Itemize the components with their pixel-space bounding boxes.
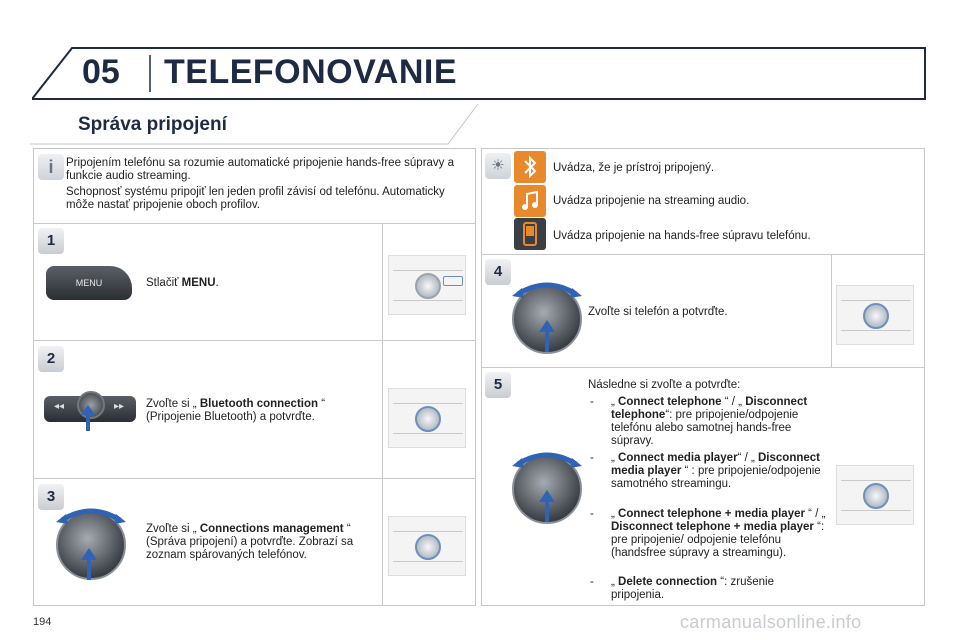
step-2-badge: 2: [38, 346, 64, 372]
rotate-arrow-icon: [56, 504, 126, 524]
bluetooth-icon: [514, 151, 546, 183]
list-dash: -: [590, 508, 594, 520]
rotate-arrow-icon: [512, 448, 582, 468]
legend-text-2: Uvádza pripojenie na streaming audio.: [553, 195, 750, 207]
divider: [33, 478, 476, 479]
step-1-text: Stlačiť MENU.: [146, 277, 219, 289]
press-arrow-icon: [538, 320, 556, 352]
info-icon: i: [38, 154, 64, 180]
press-arrow-icon: [80, 405, 96, 431]
divider: [33, 223, 476, 224]
list-dash: -: [590, 396, 594, 408]
legend-text-1: Uvádza, že je prístroj pripojený.: [553, 162, 715, 174]
step-1-badge: 1: [38, 228, 64, 254]
radio-panel-illustration: [388, 255, 466, 315]
divider: [382, 223, 383, 606]
chapter-title: TELEFONOVANIE: [164, 53, 457, 91]
step-3-text: Zvoľte si „ Connections management “ (Správa pripojení) a potvrďte. Zobrazí sa zoznam spárovaných telefónov.: [146, 523, 354, 561]
press-arrow-icon: [538, 490, 556, 522]
info-paragraph-2: Schopnosť systému pripojiť len jeden profil závisí od telefónu. Automaticky môže nastať pripojenie oboch profilov.: [66, 186, 445, 211]
seek-buttons-illustration: ◂◂ ▸▸: [44, 396, 136, 422]
step-4-text: Zvoľte si telefón a potvrďte.: [588, 306, 728, 318]
list-item: „ Connect media player“ / „ Disconnect media player “ : pre pripojenie/odpojenie samotného streamingu.: [611, 452, 821, 490]
page-number: 194: [33, 616, 52, 628]
sun-icon: ☀: [485, 153, 511, 179]
rotate-arrow-icon: [512, 278, 582, 298]
list-dash: -: [590, 576, 594, 588]
list-item: „ Connect telephone “ / „ Disconnect telephone“: pre pripojenie/odpojenie telefónu alebo samotnej hands-free súpravy.: [611, 396, 808, 447]
divider: [33, 340, 476, 341]
menu-button: MENU: [46, 266, 132, 300]
legend-text-3: Uvádza pripojenie na hands-free súpravu telefónu.: [553, 230, 811, 242]
step-5-badge: 5: [485, 372, 511, 398]
section-title: Správa pripojení: [78, 114, 227, 135]
radio-panel-illustration: [388, 516, 466, 576]
list-item: „ Delete connection “: zrušenie pripojenia.: [611, 576, 774, 601]
step-2-text: Zvoľte si „ Bluetooth connection “ (Pripojenie Bluetooth) a potvrďte.: [146, 398, 326, 423]
radio-panel-illustration: [388, 388, 466, 448]
chapter-header: [32, 47, 927, 100]
step-4-badge: 4: [485, 259, 511, 285]
divider: [481, 254, 925, 255]
list-dash: -: [590, 452, 594, 464]
phone-icon: [514, 218, 546, 250]
music-note-icon: [514, 185, 546, 217]
divider: [831, 254, 832, 367]
radio-panel-illustration: [836, 285, 914, 345]
chapter-number: 05: [82, 53, 120, 91]
press-arrow-icon: [80, 548, 98, 580]
watermark: carmanualsonline.info: [680, 612, 862, 632]
step-3-badge: 3: [38, 484, 64, 510]
list-item: „ Connect telephone + media player “ / „ Disconnect telephone + media player “: pre pripojenie/ odpojenie telefónu (handsfree súpravy a streamingu).: [611, 508, 826, 559]
step-5-intro: Následne si zvoľte a potvrďte:: [588, 379, 741, 391]
divider: [481, 367, 925, 368]
radio-panel-illustration: [836, 465, 914, 525]
info-paragraph-1: Pripojením telefónu sa rozumie automatické pripojenie hands-free súpravy a funkcie audio streaming.: [66, 157, 455, 182]
